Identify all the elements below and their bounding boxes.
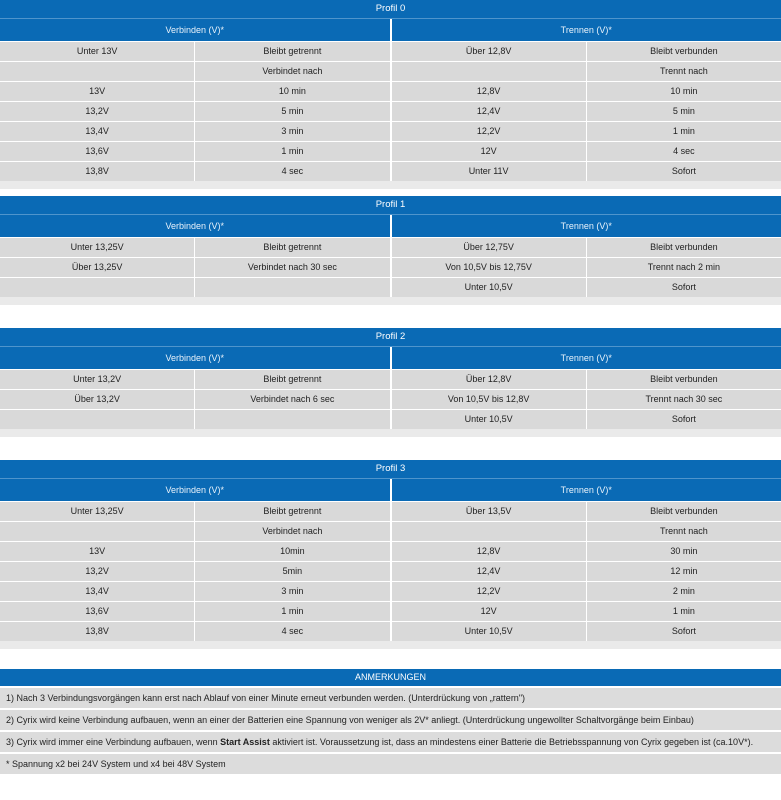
table-row	[0, 621, 781, 641]
table-cell: 3 min	[194, 122, 389, 141]
table-cell: 4 sec	[194, 162, 389, 181]
table-row	[0, 257, 781, 277]
table-cell	[0, 410, 194, 429]
table-cell: Unter 13,2V	[73, 374, 122, 384]
table-cell: Über 13,2V	[74, 394, 120, 404]
table-cell: Unter 13V	[76, 46, 118, 56]
table-cell: Trennt nach 30 sec	[586, 390, 781, 409]
notes-section	[0, 669, 781, 774]
table-cell	[0, 522, 194, 541]
table-cell: 5min	[194, 562, 389, 581]
table-cell: 12 min	[586, 562, 781, 581]
table-row	[0, 409, 781, 429]
table-cell: 12V	[390, 142, 586, 161]
table-cell: 13,8V	[85, 166, 109, 176]
table-cell	[194, 278, 389, 297]
table-row	[0, 501, 781, 521]
table-row	[0, 601, 781, 621]
table-cell: 13,2V	[85, 106, 109, 116]
footnote: * Spannung x2 bei 24V System und x4 bei 48V System	[0, 752, 781, 774]
note-3	[0, 730, 781, 752]
table-cell: 12,8V	[390, 82, 586, 101]
table-row	[0, 521, 781, 541]
table-cell: Über 12,8V	[390, 42, 586, 61]
table-row	[0, 561, 781, 581]
note-3-text-start: 3) Cyrix wird immer eine Verbindung aufbauen, wenn	[6, 737, 221, 747]
table-row	[0, 61, 781, 81]
table-cell	[390, 522, 586, 541]
table-cell: 10 min	[586, 82, 781, 101]
table-cell: 13,6V	[85, 146, 109, 156]
table-cell: Unter 10,5V	[390, 278, 586, 297]
profile-3-table	[0, 460, 781, 649]
connect-header: Verbinden (V)*	[165, 353, 225, 363]
table-cell: Unter 11V	[390, 162, 586, 181]
table-cell: 12,8V	[390, 542, 586, 561]
notes-title: ANMERKUNGEN	[0, 669, 781, 686]
table-cell: 13,8V	[85, 626, 109, 636]
profile-header-row	[0, 18, 781, 41]
table-row	[0, 369, 781, 389]
profile-title: Profil 1	[0, 196, 781, 214]
disconnect-header: Trennen (V)*	[390, 347, 781, 369]
note-1: 1) Nach 3 Verbindungsvorgängen kann erst nach Ablauf von einer Minute erneut verbunden werden. (Unterdrückung von „rattern")	[0, 686, 781, 708]
table-cell: Von 10,5V bis 12,8V	[390, 390, 586, 409]
table-cell: Bleibt verbunden	[586, 370, 781, 389]
table-cell: 12,2V	[390, 582, 586, 601]
table-cell: 2 min	[586, 582, 781, 601]
profile-0-table	[0, 0, 781, 189]
profile-title: Profil 3	[0, 460, 781, 478]
table-cell: Bleibt getrennt	[194, 370, 389, 389]
table-cell: 13,2V	[85, 566, 109, 576]
table-cell: Unter 13,25V	[70, 506, 124, 516]
table-row	[0, 101, 781, 121]
table-cell: 12,2V	[390, 122, 586, 141]
disconnect-header: Trennen (V)*	[390, 19, 781, 41]
table-cell: 1 min	[194, 602, 389, 621]
section-spacer	[0, 429, 781, 437]
section-spacer	[0, 641, 781, 649]
table-row	[0, 81, 781, 101]
table-cell: Bleibt getrennt	[194, 502, 389, 521]
table-cell: 5 min	[194, 102, 389, 121]
table-cell: Bleibt getrennt	[194, 238, 389, 257]
table-cell: 12V	[390, 602, 586, 621]
table-cell: Unter 10,5V	[390, 622, 586, 641]
table-cell: 1 min	[194, 142, 389, 161]
table-cell: Unter 13,25V	[70, 242, 124, 252]
note-3-start-assist: Start Assist	[220, 737, 270, 747]
section-spacer	[0, 181, 781, 189]
table-cell: Sofort	[586, 162, 781, 181]
profile-2-table	[0, 328, 781, 437]
table-row	[0, 277, 781, 297]
table-cell: 13V	[89, 86, 106, 96]
table-cell: Sofort	[586, 410, 781, 429]
table-cell: 4 sec	[586, 142, 781, 161]
table-row	[0, 141, 781, 161]
table-cell: Sofort	[586, 278, 781, 297]
table-cell: Von 10,5V bis 12,75V	[390, 258, 586, 277]
table-row	[0, 581, 781, 601]
table-cell: Über 13,5V	[390, 502, 586, 521]
table-cell	[0, 278, 194, 297]
table-cell: 13V	[89, 546, 106, 556]
table-cell: 10min	[194, 542, 389, 561]
profile-header-row	[0, 346, 781, 369]
table-row	[0, 389, 781, 409]
table-cell: Sofort	[586, 622, 781, 641]
table-cell: 13,6V	[85, 606, 109, 616]
table-cell: 12,4V	[390, 562, 586, 581]
table-cell: 13,4V	[85, 126, 109, 136]
profile-title: Profil 0	[0, 0, 781, 18]
table-cell: 4 sec	[194, 622, 389, 641]
connect-header: Verbinden (V)*	[165, 485, 225, 495]
disconnect-header: Trennen (V)*	[390, 479, 781, 501]
table-cell: Trennt nach 2 min	[586, 258, 781, 277]
table-cell: 3 min	[194, 582, 389, 601]
disconnect-header: Trennen (V)*	[390, 215, 781, 237]
table-cell: 10 min	[194, 82, 389, 101]
connect-header: Verbinden (V)*	[165, 221, 225, 231]
table-cell: Verbindet nach 30 sec	[194, 258, 389, 277]
table-cell	[194, 410, 389, 429]
table-cell: Trennt nach	[586, 62, 781, 81]
connect-header: Verbinden (V)*	[165, 25, 225, 35]
section-spacer	[0, 297, 781, 305]
table-cell: Trennt nach	[586, 522, 781, 541]
table-cell: Bleibt getrennt	[194, 42, 389, 61]
table-cell: 1 min	[586, 602, 781, 621]
profile-title: Profil 2	[0, 328, 781, 346]
profile-header-row	[0, 214, 781, 237]
table-cell: Verbindet nach	[194, 522, 389, 541]
table-cell: 12,4V	[390, 102, 586, 121]
table-cell: Verbindet nach 6 sec	[194, 390, 389, 409]
table-row	[0, 541, 781, 561]
table-cell: Bleibt verbunden	[586, 238, 781, 257]
table-cell: Bleibt verbunden	[586, 42, 781, 61]
note-3-text-end: aktiviert ist. Voraussetzung ist, dass an mindestens einer Batterie die Betriebsspannung von Cyrix gegeben ist (ca.10V*).	[269, 737, 754, 747]
table-cell	[0, 62, 194, 81]
table-cell: Unter 10,5V	[390, 410, 586, 429]
table-row	[0, 41, 781, 61]
table-cell: Bleibt verbunden	[586, 502, 781, 521]
table-cell: 1 min	[586, 122, 781, 141]
profile-header-row	[0, 478, 781, 501]
table-cell: Über 13,25V	[71, 262, 123, 272]
table-cell: 30 min	[586, 542, 781, 561]
table-cell: 13,4V	[85, 586, 109, 596]
table-cell: Über 12,8V	[390, 370, 586, 389]
table-row	[0, 161, 781, 181]
note-2: 2) Cyrix wird keine Verbindung aufbauen, wenn an einer der Batterien eine Spannung von weniger als 2V* anliegt. (Unterdrückung ungewollter Schaltvorgänge beim Einbau)	[0, 708, 781, 730]
table-cell: Verbindet nach	[194, 62, 389, 81]
table-cell: 5 min	[586, 102, 781, 121]
table-cell: Über 12,75V	[390, 238, 586, 257]
profile-1-table	[0, 196, 781, 305]
table-row	[0, 237, 781, 257]
table-row	[0, 121, 781, 141]
table-cell	[390, 62, 586, 81]
